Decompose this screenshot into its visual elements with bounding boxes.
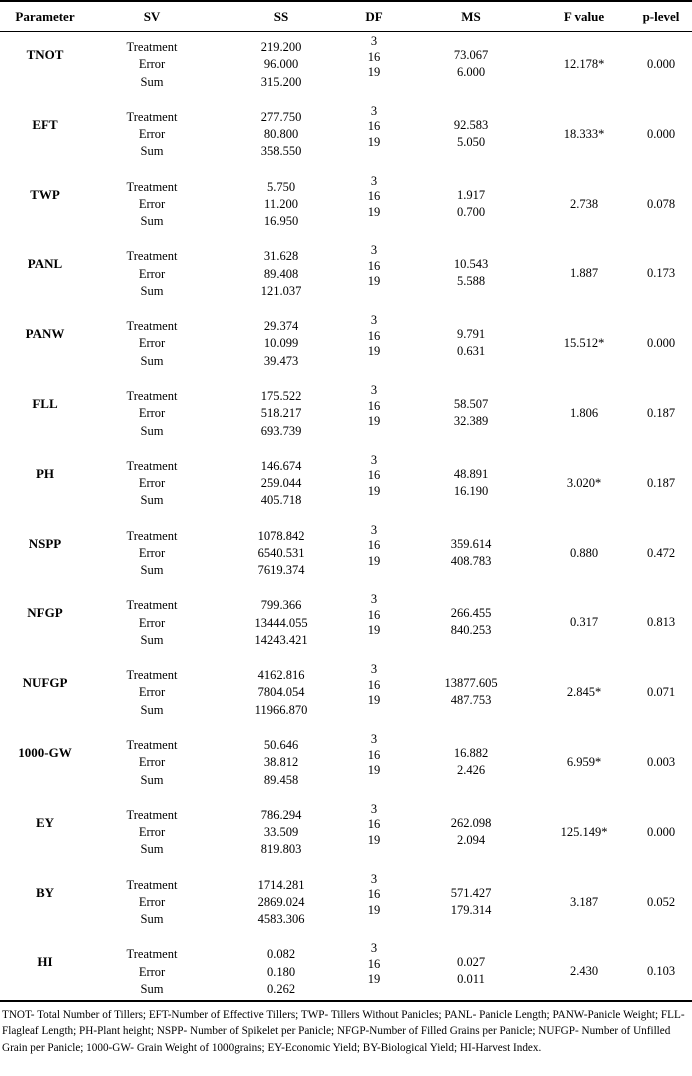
header-p-level: p-level <box>642 9 680 24</box>
ms-cell <box>410 326 532 360</box>
f-value-cell: 125.149* <box>560 824 608 839</box>
ms-cell-value: 92.583 <box>453 117 489 132</box>
f-value-cell: 6.959* <box>566 755 602 769</box>
sv-cell-value: Sum <box>140 563 164 578</box>
df-cell-value: 3 <box>370 732 378 746</box>
f-value-cell: 3.020* <box>566 475 602 490</box>
ms-cell <box>410 675 532 709</box>
sv-cell-value: Sum <box>140 353 164 368</box>
table-row <box>0 731 692 801</box>
ss-cell-value: 219.200 <box>260 40 302 54</box>
header-f-value: F value <box>563 9 605 24</box>
ss-cell <box>222 458 340 510</box>
df-cell-value: 3 <box>370 173 378 188</box>
sv-cell-value: Error <box>138 266 166 281</box>
df-cell-value: 3 <box>370 941 378 956</box>
f-value-cell: 0.317 <box>569 615 599 630</box>
ss-cell <box>222 248 340 300</box>
df-cell-value: 19 <box>367 344 381 359</box>
df-cell-value: 16 <box>367 747 381 762</box>
parameter-cell: BY <box>35 884 55 900</box>
sv-cell <box>100 597 204 649</box>
ms-cell <box>410 256 532 290</box>
p-level-cell: 0.000 <box>646 57 676 71</box>
ss-cell-value: 39.473 <box>263 353 299 368</box>
sv-cell-value: Treatment <box>126 807 178 822</box>
ss-cell-value: 146.674 <box>260 458 302 473</box>
f-value-cell: 2.430 <box>569 964 599 979</box>
df-cell-value: 19 <box>367 693 381 708</box>
sv-cell-value: Error <box>138 336 166 351</box>
df-cell-value: 3 <box>370 522 378 537</box>
df-cell-value: 19 <box>367 832 381 847</box>
header-sv: SV <box>143 9 161 24</box>
df-cell-value: 16 <box>367 49 381 64</box>
ss-cell-value: 11.200 <box>264 196 298 211</box>
df-cell-value: 16 <box>367 956 381 971</box>
ms-cell-value: 266.455 <box>450 606 492 621</box>
parameter-cell: NSPP <box>28 535 62 551</box>
df-cell-value: 16 <box>367 677 381 692</box>
ss-cell-value: 6540.531 <box>257 545 305 560</box>
ss-cell-value: 693.739 <box>260 423 302 438</box>
sv-cell-value: Error <box>138 964 166 979</box>
table-row <box>0 801 692 871</box>
df-cell-value: 3 <box>370 871 378 886</box>
df-cell-value: 3 <box>370 34 378 48</box>
ss-cell-value: 786.294 <box>260 807 302 822</box>
ss-cell <box>222 39 340 91</box>
ss-cell-value: 96.000 <box>263 57 299 72</box>
df-cell-value: 3 <box>370 452 378 467</box>
sv-cell-value: Error <box>138 476 166 491</box>
df-cell-value: 19 <box>367 274 381 289</box>
ss-cell <box>222 946 340 998</box>
df-cell-value: 19 <box>367 553 381 568</box>
sv-cell <box>100 458 204 510</box>
table-header <box>0 0 692 32</box>
ss-cell-value: 50.646 <box>263 738 299 752</box>
table-row <box>0 242 692 312</box>
header-df: DF <box>365 9 383 24</box>
sv-cell-value: Sum <box>140 772 164 787</box>
ms-cell-value: 10.543 <box>453 257 489 272</box>
sv-cell-value: Treatment <box>126 179 178 194</box>
parameter-cell: NFGP <box>27 605 63 621</box>
ss-cell-value: 4583.306 <box>257 912 305 927</box>
df-cell-value: 16 <box>367 258 381 273</box>
df-cell <box>344 662 404 709</box>
sv-cell <box>100 528 204 580</box>
sv-cell <box>100 318 204 370</box>
sv-cell-value: Treatment <box>126 458 178 473</box>
ms-cell-value: 359.614 <box>450 536 492 551</box>
df-cell-value: 19 <box>367 65 381 79</box>
table-bottom-rule <box>0 1000 692 1002</box>
sv-cell-value: Treatment <box>126 389 178 403</box>
f-value-cell: 1.806 <box>569 406 599 420</box>
ms-cell-value: 408.783 <box>450 553 492 568</box>
sv-cell <box>100 807 204 859</box>
ss-cell-value: 315.200 <box>260 74 302 89</box>
df-cell-value: 3 <box>370 103 378 118</box>
sv-cell-value: Sum <box>140 493 164 508</box>
sv-cell-value: Treatment <box>126 877 178 892</box>
ms-cell-value: 48.891 <box>453 466 489 481</box>
ss-cell-value: 358.550 <box>260 144 302 159</box>
ss-cell-value: 175.522 <box>260 389 302 403</box>
df-cell <box>344 243 404 290</box>
p-level-cell: 0.000 <box>646 824 676 839</box>
ss-cell-value: 89.408 <box>263 266 299 281</box>
sv-cell-value: Treatment <box>126 598 178 613</box>
ss-cell-value: 29.374 <box>263 319 299 334</box>
f-value-cell: 1.887 <box>569 266 599 281</box>
ms-cell-value: 1.917 <box>456 187 486 202</box>
ss-cell <box>222 179 340 231</box>
sv-cell <box>100 737 204 789</box>
df-cell-value: 16 <box>367 468 381 483</box>
parameter-cell: NUFGP <box>22 675 68 691</box>
df-cell-value: 16 <box>367 887 381 902</box>
df-cell-value: 3 <box>370 313 378 328</box>
sv-cell-value: Treatment <box>126 319 178 334</box>
f-value-cell: 0.880 <box>569 545 599 560</box>
df-cell-value: 3 <box>370 662 378 677</box>
ms-cell <box>410 117 532 151</box>
ms-cell <box>410 605 532 639</box>
sv-cell-value: Sum <box>140 144 164 159</box>
table-row <box>0 522 692 592</box>
sv-cell-value: Sum <box>140 423 164 438</box>
df-cell <box>344 313 404 360</box>
ms-cell-value: 13877.605 <box>444 676 498 691</box>
df-cell-value: 19 <box>367 763 381 777</box>
sv-cell-value: Treatment <box>126 668 178 683</box>
p-level-cell: 0.000 <box>646 126 676 141</box>
ms-cell-value: 840.253 <box>450 623 492 638</box>
p-level-cell: 0.173 <box>646 266 676 281</box>
df-cell-value: 19 <box>367 134 381 149</box>
p-level-cell: 0.052 <box>646 894 676 909</box>
ss-cell-value: 1714.281 <box>257 877 305 892</box>
ms-cell <box>410 885 532 919</box>
parameter-cell: HI <box>37 954 53 970</box>
sv-cell-value: Treatment <box>126 40 178 54</box>
sv-cell-value: Error <box>138 755 166 770</box>
df-cell-value: 19 <box>367 483 381 498</box>
ss-cell-value: 819.803 <box>260 842 302 857</box>
table-row <box>0 382 692 452</box>
ms-cell <box>410 466 532 500</box>
ms-cell-value: 58.507 <box>453 397 489 411</box>
df-cell <box>344 104 404 151</box>
ms-cell-value: 2.426 <box>456 763 486 777</box>
df-cell-value: 19 <box>367 972 381 987</box>
df-cell <box>344 523 404 570</box>
sv-cell-value: Sum <box>140 283 164 298</box>
ms-cell-value: 6.000 <box>456 65 486 79</box>
parameter-cell: PANL <box>27 256 63 272</box>
ms-cell-value: 5.588 <box>456 274 486 289</box>
ss-cell-value: 259.044 <box>260 476 302 491</box>
ms-cell-value: 0.027 <box>456 955 486 970</box>
ss-cell <box>222 667 340 719</box>
sv-cell <box>100 877 204 929</box>
header-ms: MS <box>461 9 481 24</box>
p-level-cell: 0.078 <box>646 196 676 211</box>
f-value-cell: 2.845* <box>566 685 602 700</box>
df-cell <box>344 453 404 500</box>
header-ss: SS <box>273 9 289 24</box>
ms-cell-value: 5.050 <box>456 134 486 149</box>
ms-cell <box>410 815 532 849</box>
sv-cell-value: Treatment <box>126 738 178 752</box>
sv-cell-value: Sum <box>140 632 164 647</box>
ms-cell-value: 179.314 <box>450 902 492 917</box>
sv-cell <box>100 39 204 91</box>
sv-cell <box>100 248 204 300</box>
ss-cell-value: 33.509 <box>263 825 299 840</box>
sv-cell-value: Treatment <box>126 109 178 124</box>
ms-cell-value: 73.067 <box>453 48 489 62</box>
ms-cell-value: 32.389 <box>453 414 489 428</box>
ms-cell-value: 571.427 <box>450 885 492 900</box>
parameter-cell: 1000-GW <box>18 745 72 760</box>
df-cell <box>344 174 404 221</box>
p-level-cell: 0.472 <box>646 545 676 560</box>
sv-cell-value: Treatment <box>126 947 178 962</box>
parameter-cell: TWP <box>30 186 60 202</box>
ss-cell <box>222 318 340 370</box>
p-level-cell: 0.071 <box>646 685 676 700</box>
f-value-cell: 15.512* <box>563 336 605 351</box>
ss-cell-value: 7804.054 <box>257 685 305 700</box>
ss-cell-value: 2869.024 <box>257 894 305 909</box>
sv-cell-value: Sum <box>140 214 164 229</box>
ss-cell <box>222 807 340 859</box>
df-cell <box>344 732 404 779</box>
df-cell <box>344 383 404 430</box>
p-level-cell: 0.103 <box>646 964 676 979</box>
p-level-cell: 0.187 <box>646 475 676 490</box>
table-row <box>0 452 692 522</box>
ms-cell-value: 2.094 <box>456 832 486 847</box>
df-cell <box>344 941 404 988</box>
f-value-cell: 18.333* <box>563 126 605 141</box>
ss-cell-value: 89.458 <box>263 772 299 787</box>
ss-cell-value: 14243.421 <box>254 632 308 647</box>
df-cell-value: 3 <box>370 243 378 258</box>
ms-cell-value: 0.700 <box>456 204 486 219</box>
table-row <box>0 173 692 243</box>
ss-cell-value: 277.750 <box>260 109 302 124</box>
sv-cell-value: Error <box>138 685 166 700</box>
df-cell-value: 19 <box>367 623 381 638</box>
ss-cell-value: 799.366 <box>260 598 302 613</box>
sv-cell-value: Error <box>138 894 166 909</box>
ms-cell-value: 16.190 <box>453 483 489 498</box>
df-cell-value: 3 <box>370 801 378 816</box>
ms-cell-value: 0.631 <box>456 344 486 359</box>
ss-cell-value: 80.800 <box>263 127 299 142</box>
sv-cell-value: Treatment <box>126 249 178 264</box>
df-cell-value: 16 <box>367 817 381 832</box>
df-cell-value: 19 <box>367 204 381 219</box>
sv-cell-value: Sum <box>140 981 164 996</box>
table-row <box>0 661 692 731</box>
ss-cell <box>222 388 340 440</box>
parameter-cell: FLL <box>32 396 58 411</box>
ss-cell-value: 38.812 <box>263 755 299 770</box>
parameter-cell: EFT <box>32 116 58 132</box>
ms-cell <box>410 536 532 570</box>
sv-cell-value: Error <box>138 196 166 211</box>
ss-cell-value: 0.262 <box>266 981 296 996</box>
parameter-cell: TNOT <box>26 47 64 62</box>
sv-cell-value: Error <box>138 406 166 421</box>
ms-cell <box>410 187 532 221</box>
ss-cell <box>222 877 340 929</box>
df-cell-value: 16 <box>367 538 381 553</box>
ss-cell-value: 31.628 <box>263 249 299 264</box>
df-cell-value: 3 <box>370 592 378 607</box>
df-cell-value: 16 <box>367 189 381 204</box>
f-value-cell: 3.187 <box>569 894 599 909</box>
sv-cell-value: Error <box>138 825 166 840</box>
ss-cell-value: 0.082 <box>266 947 296 962</box>
ss-cell-value: 405.718 <box>260 493 302 508</box>
df-cell-value: 19 <box>367 414 381 428</box>
df-cell <box>344 592 404 639</box>
ss-cell-value: 121.037 <box>260 283 302 298</box>
parameter-cell: EY <box>35 814 55 830</box>
ss-cell <box>222 737 340 789</box>
df-cell <box>344 34 404 81</box>
ms-cell <box>410 745 532 779</box>
table-row <box>0 103 692 173</box>
sv-cell <box>100 667 204 719</box>
ss-cell <box>222 528 340 580</box>
ss-cell <box>222 109 340 161</box>
ss-cell-value: 7619.374 <box>257 563 305 578</box>
ms-cell <box>410 954 532 988</box>
ms-cell-value: 262.098 <box>450 815 492 830</box>
df-cell <box>344 872 404 919</box>
ms-cell-value: 9.791 <box>456 327 486 342</box>
df-cell-value: 16 <box>367 398 381 413</box>
table-row <box>0 33 692 103</box>
ss-cell-value: 10.099 <box>263 336 299 351</box>
ms-cell-value: 16.882 <box>453 746 489 760</box>
ss-cell-value: 4162.816 <box>257 668 305 683</box>
sv-cell-value: Error <box>138 545 166 560</box>
sv-cell <box>100 946 204 998</box>
ms-cell-value: 487.753 <box>450 693 492 708</box>
sv-cell-value: Error <box>138 615 166 630</box>
ss-cell-value: 13444.055 <box>254 615 308 630</box>
sv-cell-value: Sum <box>140 74 164 89</box>
sv-cell <box>100 388 204 440</box>
df-cell-value: 3 <box>370 383 378 397</box>
sv-cell-value: Treatment <box>126 528 178 543</box>
df-cell-value: 16 <box>367 607 381 622</box>
ms-cell-value: 0.011 <box>457 972 485 987</box>
sv-cell-value: Error <box>138 127 166 142</box>
p-level-cell: 0.003 <box>646 755 676 769</box>
sv-cell-value: Sum <box>140 842 164 857</box>
table-row <box>0 312 692 382</box>
header-parameter: Parameter <box>15 9 75 24</box>
ss-cell-value: 0.180 <box>266 964 296 979</box>
ss-cell <box>222 597 340 649</box>
ss-cell-value: 1078.842 <box>257 528 305 543</box>
ms-cell <box>410 396 532 430</box>
parameter-cell: PANW <box>25 326 65 342</box>
df-cell-value: 16 <box>367 119 381 134</box>
table-row <box>0 871 692 941</box>
f-value-cell: 12.178* <box>563 57 605 71</box>
p-level-cell: 0.813 <box>646 615 676 630</box>
p-level-cell: 0.187 <box>646 406 676 420</box>
sv-cell <box>100 179 204 231</box>
table-row <box>0 591 692 661</box>
parameter-cell: PH <box>35 465 55 481</box>
sv-cell <box>100 109 204 161</box>
f-value-cell: 2.738 <box>569 196 599 211</box>
ss-cell-value: 5.750 <box>266 179 296 194</box>
df-cell-value: 16 <box>367 328 381 343</box>
ss-cell-value: 11966.870 <box>254 702 308 717</box>
df-cell-value: 19 <box>367 902 381 917</box>
sv-cell-value: Sum <box>140 702 164 717</box>
table-footnote: TNOT- Total Number of Tillers; EFT-Number of Effective Tillers; TWP- Tillers Without Panicles; PANL- Panicle Length; PANW-Panicle Weight; FLL- Flagleaf Length; PH-Plant height; NSPP- Number of Spikelet per Panicle; NFGP-Number of Filled Grains per Panicle; NUFGP- Number of Unfilled Grain per Panicle; 1000-GW- Grain Weight of 1000grains; EY-Economic Yield; BY-Biological Yield; HI-Harvest Index. <box>2 1009 685 1054</box>
p-level-cell: 0.000 <box>646 336 676 351</box>
ss-cell-value: 16.950 <box>263 214 299 229</box>
sv-cell-value: Sum <box>140 912 164 927</box>
ss-cell-value: 518.217 <box>260 406 302 421</box>
ms-cell <box>410 47 532 81</box>
sv-cell-value: Error <box>138 57 166 72</box>
df-cell <box>344 802 404 849</box>
